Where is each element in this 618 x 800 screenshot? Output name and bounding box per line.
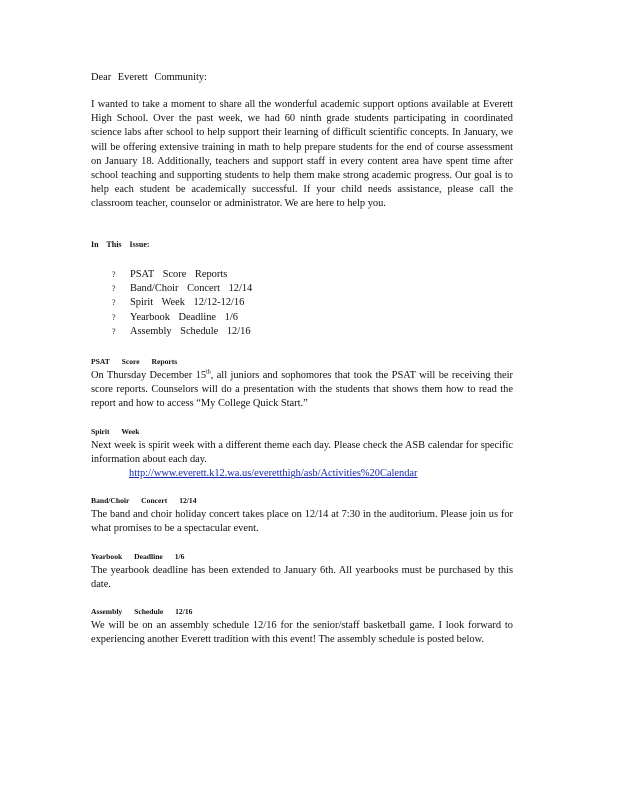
bullet-glyph: ? (112, 270, 116, 279)
assembly-paragraph: We will be on an assembly schedule 12/16 for the senior/staff basketball game. I look forward to experiencing another Everett tradition with this event! The assembly schedule is posted below. (91, 620, 513, 646)
yearbook-paragraph: The yearbook deadline has been extended to January 6th. All yearbooks must be purchased by this date. (91, 565, 513, 591)
salutation: Dear Everett Community: (91, 72, 207, 83)
list-item (112, 325, 252, 339)
issue-item-label: Spirit Week 12/12-12/16 (130, 297, 245, 309)
psat-heading: PSAT Score Reports (91, 357, 178, 366)
spirit-week-heading: Spirit Week (91, 427, 140, 436)
list-item (112, 268, 252, 282)
in-this-issue-heading: In This Issue: (91, 240, 150, 249)
issue-item-label: Band/Choir Concert 12/14 (130, 283, 253, 295)
list-item (112, 282, 252, 296)
ordinal-suffix: th (206, 369, 211, 376)
assembly-heading: Assembly Schedule 12/16 (91, 607, 193, 616)
band-choir-paragraph: The band and choir holiday concert takes place on 12/14 at 7:30 in the auditorium. Please join us for what promises to be a spectacular event. (91, 509, 513, 535)
bullet-glyph: ? (112, 326, 116, 336)
bullet-glyph: ? (112, 312, 116, 322)
psat-paragraph (91, 369, 513, 412)
asb-calendar-link[interactable]: http://www.everett.k12.wa.us/everetthigh/asb/Activities%20Calendar (129, 468, 418, 480)
band-choir-heading: Band/Choir Concert 12/14 (91, 496, 197, 505)
issue-item-label: PSAT Score Reports (130, 269, 228, 280)
spirit-week-paragraph (91, 439, 513, 482)
yearbook-heading: Yearbook Deadline 1/6 (91, 552, 185, 561)
spirit-week-body: Next week is spirit week with a different theme each day. Please check the ASB calendar for specific information about each day. (91, 440, 513, 466)
bullet-glyph: ? (112, 284, 116, 294)
bullet-glyph: ? (112, 298, 116, 308)
list-item (112, 311, 252, 325)
issue-item-label: Assembly Schedule 12/16 (130, 325, 251, 337)
psat-body-rest: , all juniors and sophomores that took the PSAT will be receiving their score reports. Counselors will do a presentation with the students that shows them how to read the report and how to access “My College Quick Start.” (91, 370, 513, 410)
psat-body-start: On Thursday December 15 (91, 370, 207, 381)
issue-list (112, 268, 252, 339)
intro-paragraph: I wanted to take a moment to share all the wonderful academic support options available at Everett High School. Over the past week, we had 60 ninth grade students participating in coordinated science labs after school to help support their learning of difficult scientific concepts. In January, we will be offering extensive training in math to help prepare students for the end of course assessment on January 18. Additionally, teachers and support staff in every content area have spent time after school teaching and supporting students to help them make strong academic progress. Our goal is to help each student be academically successful. If your child needs assistance, please call the classroom teacher, counselor or administrator. We are here to help you. (91, 99, 513, 210)
issue-item-label: Yearbook Deadline 1/6 (130, 311, 238, 323)
list-item (112, 296, 252, 310)
